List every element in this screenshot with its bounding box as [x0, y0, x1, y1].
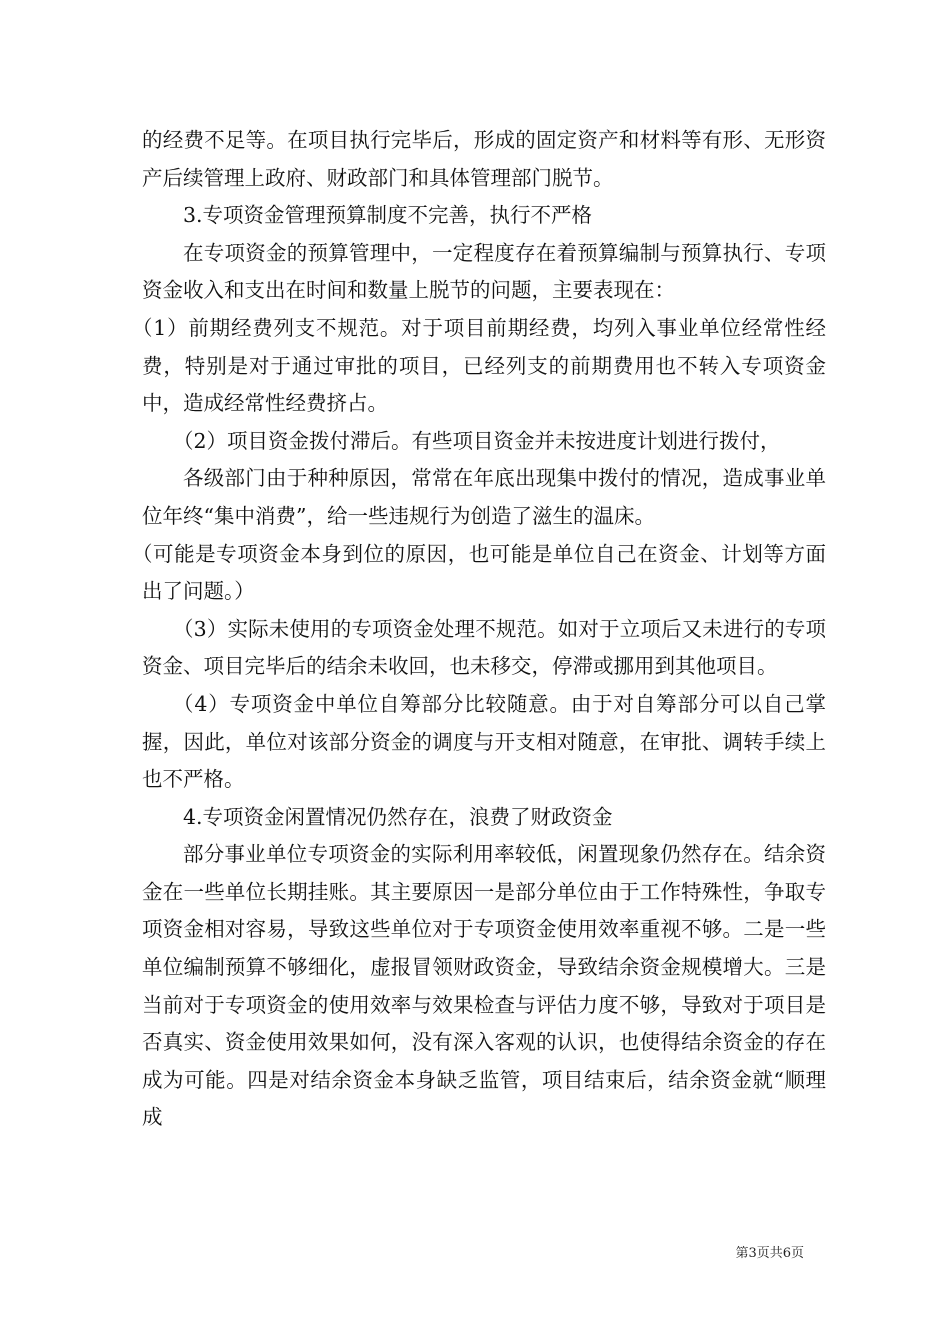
- list-item-1: （1）前期经费列支不规范。对于项目前期经费，均列入事业单位经常性经费，特别是对于通过审批的项目，已经列支的前期费用也不转入专项资金中，造成经常性经费挤占。: [132, 315, 826, 416]
- list-item-3: （3）实际未使用的专项资金处理不规范。如对于立项后又未进行的专项资金、项目完毕后的结余未收回，也未移交，停滞或挪用到其他项目。: [142, 616, 826, 679]
- page-number: 第3页共6页: [735, 1246, 804, 1261]
- paragraph-11: 部分事业单位专项资金的实际利用率较低，闲置现象仍然存在。结余资金在一些单位长期挂账。其主要原因一是部分单位由于工作特殊性，争取专项资金相对容易，导致这些单位对于专项资金使用效率重视不够。二是一些单位编制预算不够细化，虚报冒领财政资金，导致结余资金规模增大。三是当前对于专项资金的使用效率与效果检查与评估力度不够，导致对于项目是否真实、资金使用效果如何，没有深入客观的认识，也使得结余资金的存在成为可能。四是对结余资金本身缺乏监管，项目结束后，结余资金就“顺理成: [142, 842, 826, 1130]
- list-item-2: （2）项目资金拨付滞后。有些项目资金并未按进度计划进行拨付，: [173, 428, 781, 453]
- list-item-4: （4）专项资金中单位自筹部分比较随意。由于对自筹部分可以自己掌握，因此，单位对该部分资金的调度与开支相对随意，在审批、调转手续上也不严格。: [142, 691, 826, 792]
- document-body: [132, 122, 826, 1137]
- paragraph-1: 的经费不足等。在项目执行完毕后，形成的固定资产和材料等有形、无形资产后续管理上政府、财政部门和具体管理部门脱节。: [142, 128, 826, 190]
- paragraph-3: 在专项资金的预算管理中，一定程度存在着预算编制与预算执行、专项资金收入和支出在时间和数量上脱节的问题，主要表现在：: [142, 240, 826, 303]
- paragraph-6: 各级部门由于种种原因，常常在年底出现集中拨付的情况，造成事业单位年终“集中消费”，给一些违规行为创造了滋生的温床。: [142, 466, 826, 528]
- section-heading-3: 3.专项资金管理预算制度不完善，执行不严格: [183, 203, 593, 228]
- section-heading-4: 4.专项资金闲置情况仍然存在，浪费了财政资金: [183, 804, 613, 829]
- paragraph-note: （可能是专项资金本身到位的原因，也可能是单位自己在资金、计划等方面出了问题。）: [132, 541, 826, 604]
